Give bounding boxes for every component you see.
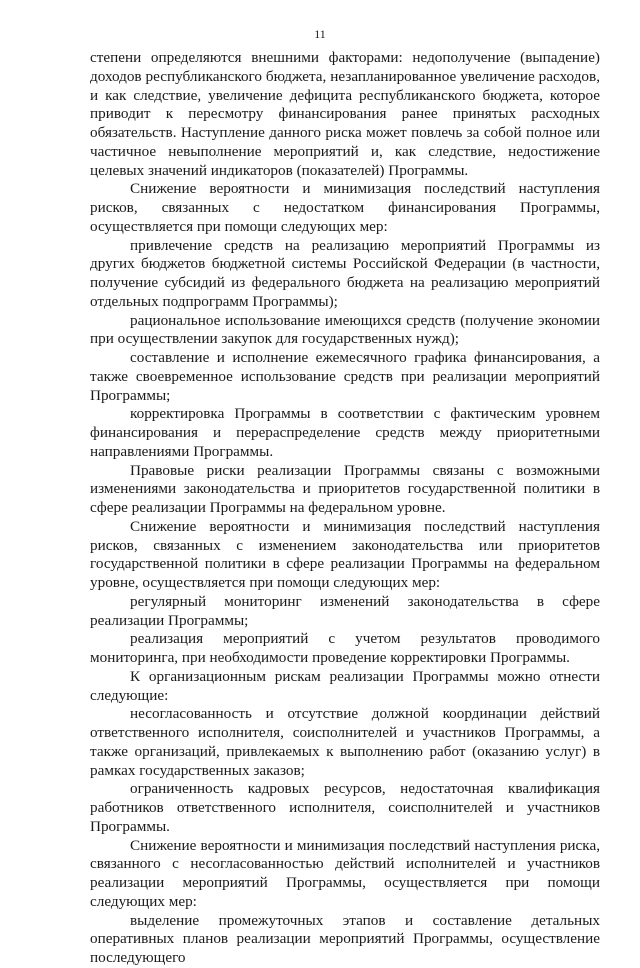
page-number: 11	[314, 27, 326, 41]
paragraph: Правовые риски реализации Программы связаны с возможными изменениями законодательства и приоритетов государственной политики в сфере реализации Программы на федеральном уровне.	[90, 461, 600, 516]
paragraph: степени определяются внешними факторами: недополучение (выпадение) доходов республиканского бюджета, незапланированное увеличение расходов, и как следствие, увеличение дефицита республиканского бюджета, которое приводит к пересмотру финансирования ранее принятых расходных обязательств. Наступление данного риска может повлечь за собой полное или частичное невыполнение мероприятий и, как следствие, недостижение целевых значений индикаторов (показателей) Программы.	[90, 49, 600, 179]
document-body	[90, 49, 600, 968]
paragraph: составление и исполнение ежемесячного графика финансирования, а также своевременное использование средств при реализации мероприятий Программы;	[90, 349, 600, 404]
paragraph: несогласованность и отсутствие должной координации действий ответственного исполнителя, соисполнителей и участников Программы, а также организаций, привлекаемых к выполнению работ (оказанию услуг) в рамках государственных заказов;	[90, 705, 600, 779]
paragraph: рациональное использование имеющихся средств (получение экономии при осуществлении закупок для государственных нужд);	[90, 311, 600, 348]
paragraph: ограниченность кадровых ресурсов, недостаточная квалификация работников ответственного исполнителя, соисполнителей и участников Программы.	[90, 780, 600, 835]
paragraph: Снижение вероятности и минимизация последствий наступления рисков, связанных с недостатком финансирования Программы, осуществляется при помощи следующих мер:	[90, 180, 600, 235]
paragraph: привлечение средств на реализацию мероприятий Программы из других бюджетов бюджетной системы Российской Федерации (в частности, получение субсидий из федерального бюджета на реализацию мероприятий отдельных подпрограмм Программы);	[90, 236, 600, 310]
paragraph: выделение промежуточных этапов и составление детальных оперативных планов реализации мероприятий Программы, осуществление последующего	[90, 911, 600, 966]
paragraph: Снижение вероятности и минимизация последствий наступления риска, связанного с несогласованностью действий исполнителей и участников реализации мероприятий Программы, осуществляется при помощи следующих мер:	[90, 836, 600, 910]
paragraph: корректировка Программы в соответствии с фактическим уровнем финансирования и перераспределение средств между приоритетными направлениями Программы.	[90, 405, 600, 460]
paragraph: регулярный мониторинг изменений законодательства в сфере реализации Программы;	[90, 592, 600, 629]
paragraph: реализация мероприятий с учетом результатов проводимого мониторинга, при необходимости проведение корректировки Программы.	[90, 630, 600, 666]
paragraph: Снижение вероятности и минимизация последствий наступления рисков, связанных с изменением законодательства или приоритетов государственной политики в сфере реализации Программы на федеральном уровне, осуществляется при помощи следующих мер:	[90, 517, 600, 591]
paragraph: К организационным рискам реализации Программы можно отнести следующие:	[90, 667, 600, 704]
